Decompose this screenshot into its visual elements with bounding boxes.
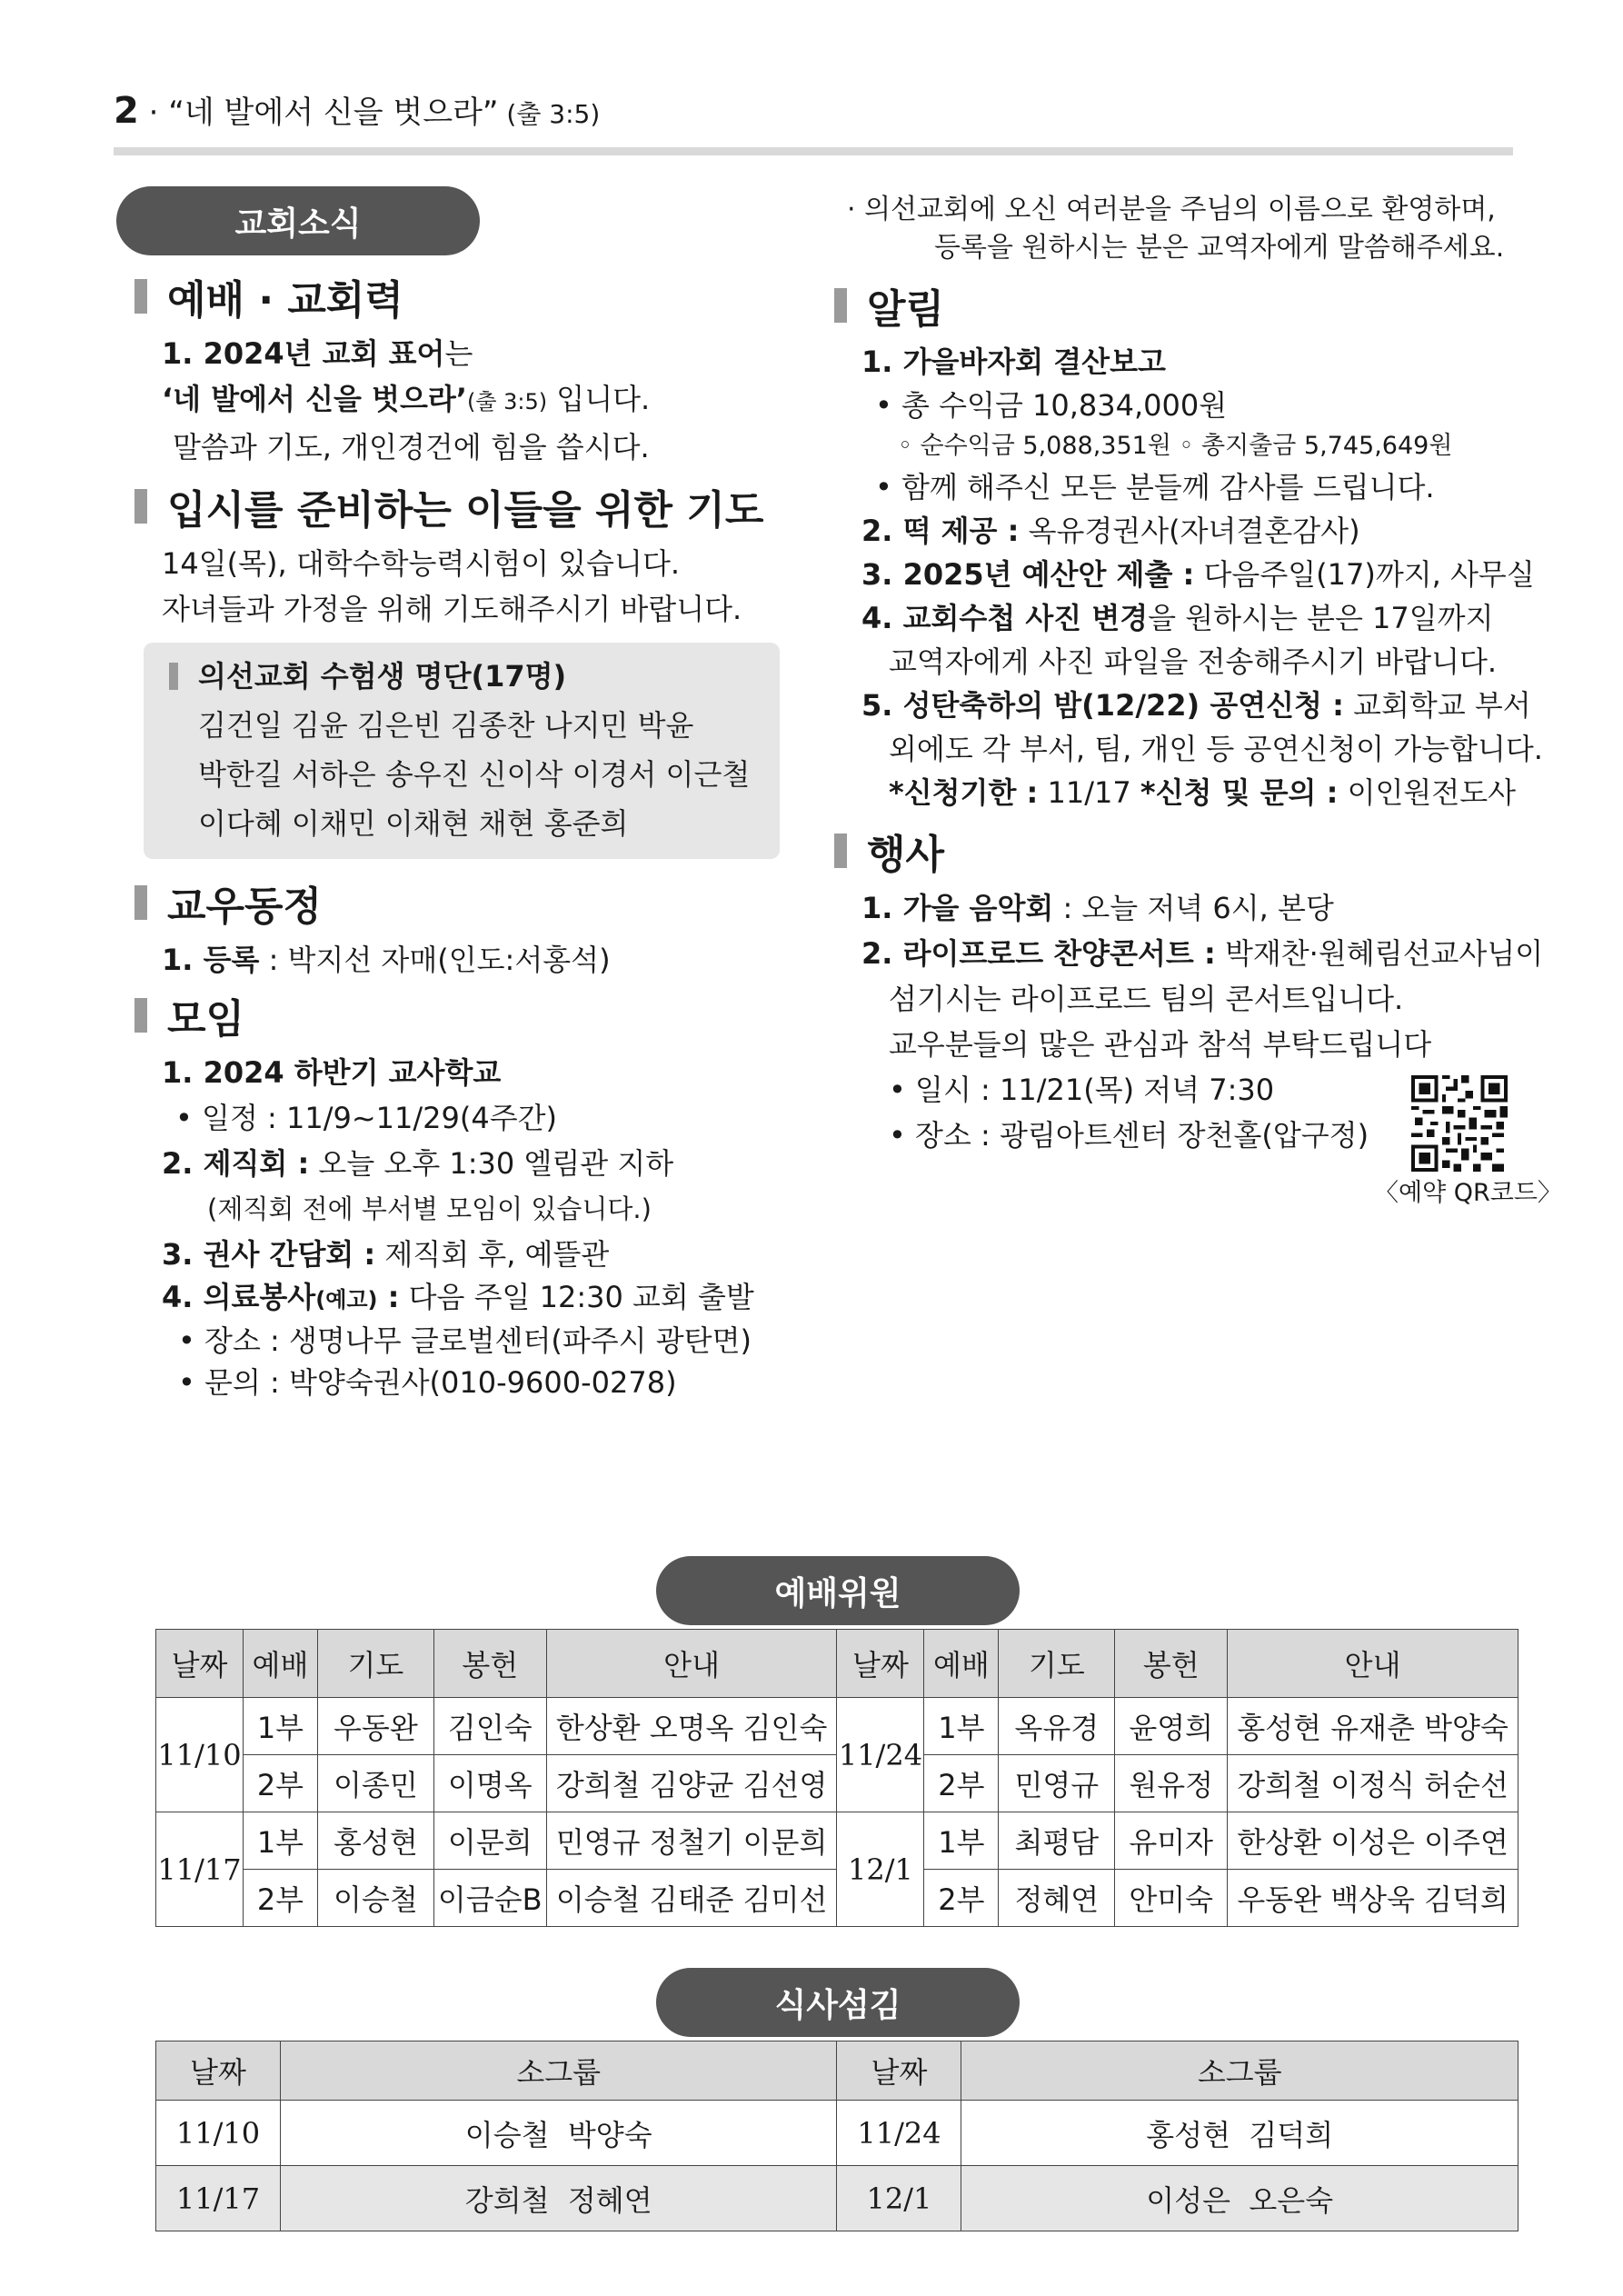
worship-committee-table: [155, 1629, 1518, 1927]
events-item-2: [834, 931, 1552, 976]
service-cell: 2부: [243, 1755, 317, 1812]
prayer-cell: 홍성현: [317, 1812, 433, 1870]
meetings-heading: [134, 986, 807, 1044]
meetings-item-2-note: (제직회 전에 부서별 모임이 있습니다.): [207, 1193, 652, 1224]
meetings-item-label: 4. 의료봉사: [162, 1280, 316, 1314]
events-item-label: 1. 가을 음악회: [861, 891, 1054, 925]
table-header-row: [156, 2041, 1518, 2101]
candidate-names-1: 김건일 김윤 김은빈 김종찬 나지민 박윤: [198, 708, 694, 743]
col-header: 소그룹: [280, 2041, 837, 2101]
service-cell: 2부: [924, 1870, 999, 1927]
deadline-label: *신청기한 :: [889, 775, 1039, 810]
members-item-text: : 박지선 자매(인도:서홍석): [259, 943, 611, 977]
meal-service-table: [155, 2041, 1518, 2231]
notices-item-text: 교회학교 부서: [1343, 688, 1531, 723]
header-ref: (출 3:5): [498, 99, 601, 129]
events-item-1: [834, 885, 1552, 931]
date-cell: 11/10: [156, 1698, 244, 1812]
meetings-item-1-sub: • 일정 : 11/9~11/29(4주간): [175, 1101, 558, 1135]
offering-cell: 이금순B: [433, 1870, 546, 1927]
qr-caption: 〈예약 QR코드〉: [1374, 1179, 1562, 1207]
qr-code[interactable]: [1411, 1075, 1508, 1172]
notices-item-text: 을 원하시는 분은 17일까지: [1148, 601, 1494, 635]
heading-bar: [834, 288, 847, 323]
events-heading: [834, 822, 1552, 880]
motto-tail: 는: [444, 336, 473, 371]
members-heading: [134, 873, 807, 932]
notices-item-4: [834, 596, 1552, 640]
welcome-line-2: 등록을 원하시는 분은 교역자에게 말씀해주세요.: [934, 232, 1505, 264]
guide-cell: 강희철 이정식 허순선: [1228, 1755, 1518, 1812]
meetings-item-4-sub-1: • 장소 : 생명나무 글로벌센터(파주시 광탄면): [178, 1323, 752, 1358]
motto-label: 1. 2024년 교회 표어: [162, 336, 445, 371]
motto-ref: (출 3:5): [466, 389, 548, 414]
contact-text: 이인원전도사: [1338, 775, 1517, 810]
events-item-text: 박재찬·원혜림선교사님이: [1215, 936, 1544, 971]
notices-item-4-line-2: 교역자에게 사진 파일을 전송해주시기 바랍니다.: [889, 644, 1498, 679]
events-item-2-line-3: 교우분들의 많은 관심과 참석 부탁드립니다: [889, 1027, 1432, 1062]
prayer-cell: 이종민: [317, 1755, 433, 1812]
candidate-title-text: 의선교회 수험생 명단(17명): [198, 659, 567, 694]
group-cell: 이승철 박양숙: [280, 2101, 837, 2166]
col-header: 안내: [1228, 1630, 1518, 1698]
candidate-box: [144, 643, 780, 859]
date-cell: 11/17: [156, 1812, 244, 1927]
notices-item-1-a: • 총 수익금 10,834,000원: [875, 388, 1228, 423]
table-row: [156, 1812, 1518, 1870]
meetings-item-2: [134, 1141, 807, 1186]
col-header: 예배: [924, 1630, 999, 1698]
header-rule: [114, 147, 1513, 155]
heading-text: 행사: [867, 832, 945, 878]
notices-item-3: [834, 553, 1552, 596]
motto-line-1: [134, 331, 807, 376]
heading-text: 알림: [867, 286, 945, 333]
events-item-label: 2. 라이프로드 찬양콘서트 :: [861, 936, 1216, 971]
notices-item-1-b: ◦ 순수익금 5,088,351원 ◦ 총지출금 5,745,649원: [898, 432, 1453, 460]
notices-item-5-line-2: 외에도 각 부서, 팀, 개인 등 공연신청이 가능합니다.: [889, 732, 1543, 766]
date-cell: 11/17: [156, 2166, 281, 2231]
service-cell: 1부: [243, 1698, 317, 1755]
events-item-2-sub-1: • 일시 : 11/21(목) 저녁 7:30: [889, 1073, 1275, 1107]
header-title: “네 발에서 신을 벗으라”: [168, 95, 499, 131]
table-row: [156, 2166, 1518, 2231]
prayer-cell: 최평담: [999, 1812, 1115, 1870]
heading-text: 입시를 준비하는 이들을 위한 기도: [167, 487, 764, 534]
group-cell: 홍성현 김덕희: [961, 2101, 1518, 2166]
meetings-item-1: 1. 2024 하반기 교사학교: [162, 1055, 502, 1090]
date-cell: 11/10: [156, 2101, 281, 2166]
guide-cell: 우동완 백상욱 김덕희: [1228, 1870, 1518, 1927]
prayer-line-2: 자녀들과 가정을 위해 기도해주시기 바랍니다.: [162, 592, 742, 626]
meal-service-label: 식사섬김: [656, 1968, 1020, 2037]
guide-cell: 강희철 김양균 김선영: [546, 1755, 837, 1812]
heading-bar: [134, 998, 147, 1033]
meetings-item-text: 다음 주일 12:30 교회 출발: [399, 1280, 754, 1314]
motto-text: ‘네 발에서 신을 벗으라’: [162, 382, 467, 416]
prayer-line-1: 14일(목), 대학수학능력시험이 있습니다.: [162, 546, 681, 581]
meetings-item-label: 2. 제직회 :: [162, 1146, 310, 1181]
notices-item-text: 다음주일(17)까지, 사무실: [1194, 557, 1535, 592]
col-header: 봉헌: [433, 1630, 546, 1698]
table-header-row: [156, 1630, 1518, 1698]
notices-item-2: [834, 509, 1552, 553]
prayer-heading: [134, 477, 807, 535]
date-cell: 11/24: [837, 1698, 924, 1812]
offering-cell: 안미숙: [1115, 1870, 1228, 1927]
members-item-label: 1. 등록: [162, 943, 260, 977]
offering-cell: 이명옥: [433, 1755, 546, 1812]
right-column: [834, 191, 1552, 1158]
notices-item-5: [834, 684, 1552, 727]
group-cell: 이성은 오은숙: [961, 2166, 1518, 2231]
candidate-names-2: 박한길 서하은 송우진 신이삭 이경서 이근철: [198, 757, 751, 792]
offering-cell: 윤영희: [1115, 1698, 1228, 1755]
meetings-item-text: 제직회 후, 예뜰관: [375, 1237, 610, 1272]
candidate-names-3: 이다혜 이채민 이채현 채현 홍준희: [198, 806, 629, 841]
service-cell: 1부: [924, 1698, 999, 1755]
col-header: 예배: [243, 1630, 317, 1698]
col-header: 날짜: [837, 1630, 924, 1698]
heading-bar: [834, 834, 847, 868]
col-header: 기도: [317, 1630, 433, 1698]
col-header: 안내: [546, 1630, 837, 1698]
prayer-cell: 우동완: [317, 1698, 433, 1755]
guide-cell: 한상환 이성은 이주연: [1228, 1812, 1518, 1870]
heading-bar: [134, 279, 147, 314]
prayer-cell: 옥유경: [999, 1698, 1115, 1755]
header-separator: ·: [138, 95, 169, 131]
guide-cell: 민영규 정철기 이문희: [546, 1812, 837, 1870]
notices-item-1: 1. 가을바자회 결산보고: [861, 344, 1166, 379]
meetings-item-4-sub-2: • 문의 : 박양숙권사(010-9600-0278): [178, 1365, 677, 1400]
meetings-item-3: [134, 1232, 807, 1277]
service-cell: 1부: [924, 1812, 999, 1870]
guide-cell: 이승철 김태준 김미선: [546, 1870, 837, 1927]
motto-line-3: 말씀과 기도, 개인경건에 힘을 씁시다.: [173, 430, 650, 464]
group-cell: 강희철 정혜연: [280, 2166, 837, 2231]
motto-end: 입니다.: [547, 382, 651, 416]
service-cell: 2부: [243, 1870, 317, 1927]
col-header: 날짜: [156, 1630, 244, 1698]
notices-item-5-line-3: [834, 771, 1552, 814]
service-cell: 2부: [924, 1755, 999, 1812]
notices-item-label: 3. 2025년 예산안 제출 :: [861, 557, 1195, 592]
heading-bar: [134, 885, 147, 920]
heading-text: 예배 · 교회력: [167, 277, 403, 324]
members-item-1: [134, 937, 807, 983]
guide-cell: 한상환 오명옥 김인숙: [546, 1698, 837, 1755]
notices-heading: [834, 276, 1552, 334]
prayer-cell: 정혜연: [999, 1870, 1115, 1927]
notices-item-label: 5. 성탄축하의 밤(12/22) 공연신청 :: [861, 688, 1344, 723]
page-header: [114, 87, 600, 132]
notices-item-label: 4. 교회수첩 사진 변경: [861, 601, 1149, 635]
table-row: [156, 1698, 1518, 1755]
meetings-item-colon: :: [377, 1280, 400, 1314]
events-item-2-sub-2: • 장소 : 광림아트센터 장천홀(압구정): [889, 1118, 1369, 1153]
motto-line-2: [134, 376, 807, 424]
worship-committee-label: 예배위원: [656, 1556, 1020, 1625]
meetings-item-tag: (예고): [315, 1287, 378, 1313]
events-item-2-line-2: 섬기시는 라이프로드 팀의 콘서트입니다.: [889, 982, 1404, 1016]
heading-text: 교우동정: [167, 883, 323, 930]
heading-text: 모임: [167, 996, 245, 1043]
prayer-cell: 이승철: [317, 1870, 433, 1927]
col-header: 기도: [999, 1630, 1115, 1698]
col-header: 봉헌: [1115, 1630, 1228, 1698]
offering-cell: 유미자: [1115, 1812, 1228, 1870]
prayer-cell: 민영규: [999, 1755, 1115, 1812]
meetings-item-4: [134, 1277, 807, 1320]
offering-cell: 원유정: [1115, 1755, 1228, 1812]
deadline-text: 11/17: [1038, 775, 1140, 810]
offering-cell: 김인숙: [433, 1698, 546, 1755]
col-header: 날짜: [837, 2041, 961, 2101]
date-cell: 12/1: [837, 1812, 924, 1927]
candidate-box-title: [144, 652, 780, 701]
page-number: 2: [114, 90, 139, 132]
col-header: 날짜: [156, 2041, 281, 2101]
date-cell: 12/1: [837, 2166, 961, 2231]
meetings-item-text: 오늘 오후 1:30 엘림관 지하: [309, 1146, 674, 1181]
meetings-item-label: 3. 권사 간담회 :: [162, 1237, 376, 1272]
offering-cell: 이문희: [433, 1812, 546, 1870]
service-cell: 1부: [243, 1812, 317, 1870]
worship-calendar-heading: [134, 267, 807, 325]
box-bar: [169, 663, 178, 690]
left-column: [134, 264, 807, 1403]
contact-label: *신청 및 문의 :: [1140, 775, 1339, 810]
notices-item-text: 옥유경권사(자녀결혼감사): [1019, 514, 1360, 548]
heading-bar: [134, 489, 147, 524]
notices-item-label: 2. 떡 제공 :: [861, 514, 1020, 548]
notices-item-1-c: • 함께 해주신 모든 분들께 감사를 드립니다.: [875, 470, 1435, 504]
events-item-text: : 오늘 저녁 6시, 본당: [1053, 891, 1334, 925]
date-cell: 11/24: [837, 2101, 961, 2166]
col-header: 소그룹: [961, 2041, 1518, 2101]
guide-cell: 홍성현 유재춘 박양숙: [1228, 1698, 1518, 1755]
table-row: [156, 2101, 1518, 2166]
church-news-label: 교회소식: [116, 186, 480, 255]
welcome-line-1: · 의선교회에 오신 여러분을 주님의 이름으로 환영하며,: [847, 194, 1496, 225]
